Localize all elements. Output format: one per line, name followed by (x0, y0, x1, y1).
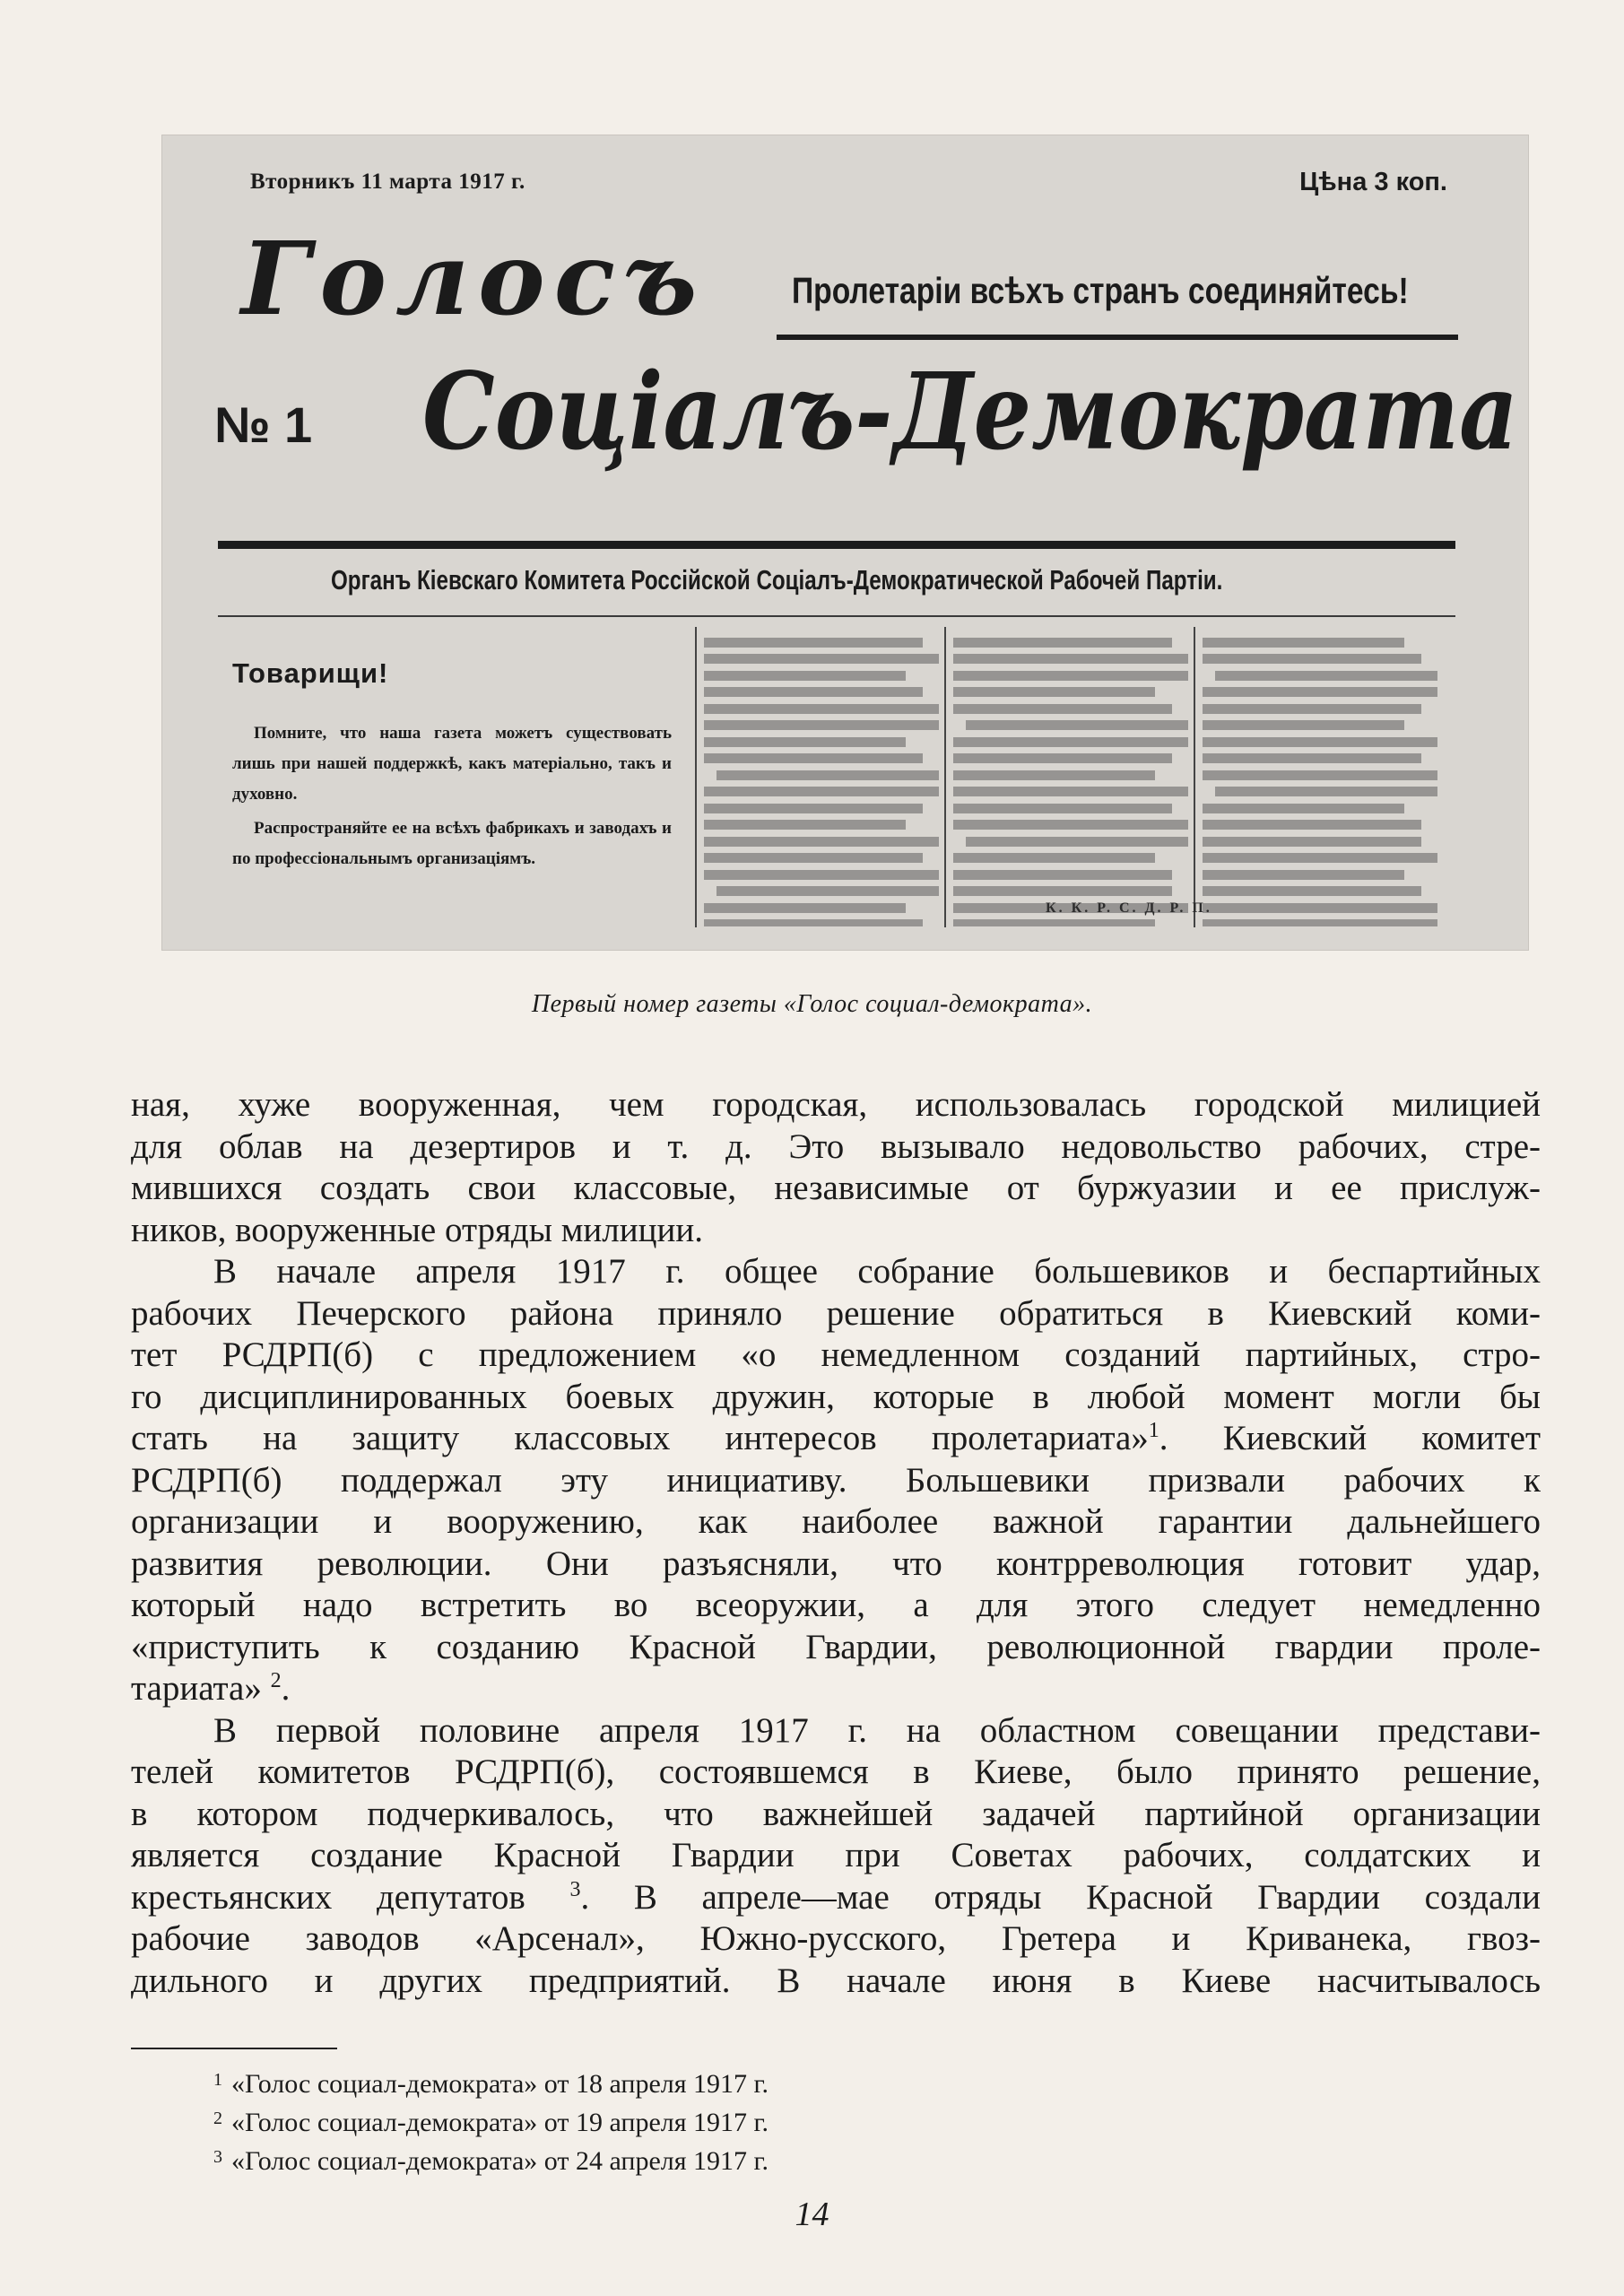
comrades-heading: Товарищи! (232, 657, 389, 689)
illegible-text-line (953, 886, 1172, 896)
text-line: который надо встретить во всеоружии, а для этого следует немедленно (131, 1586, 1541, 1624)
page-number: 14 (795, 2196, 829, 2233)
illegible-text-line (704, 919, 923, 926)
text-line: развития революции. Они разъясняли, что контрреволюция готовит удар, (131, 1544, 1541, 1583)
illegible-text-line (704, 737, 906, 747)
text-line: мившихся создать свои классовые, независимые от буржуазии и ее прислуж- (131, 1169, 1541, 1207)
illegible-text-line (704, 903, 906, 913)
illegible-text-line (1203, 753, 1421, 763)
illegible-text-column (1203, 631, 1437, 926)
footnote-text: «Голос социал-демократа» от 24 апреля 1917 г. (231, 2146, 769, 2176)
column-divider (695, 627, 697, 927)
newspaper-signature: К. К. Р. С. Д. Р. П. (1046, 900, 1212, 916)
footnote (213, 2140, 769, 2179)
text-line: В первой половине апреля 1917 г. на областном совещании представи- (213, 1710, 1541, 1750)
slogan-rule (777, 335, 1458, 340)
footnote-mark: 3 (213, 2147, 222, 2167)
text-fragment: . Киевский комитет (1159, 1419, 1541, 1457)
footnote-text: «Голос социал-демократа» от 19 апреля 1917 г. (231, 2108, 769, 2137)
illegible-text-line (1203, 804, 1404, 813)
text-line: рабочие заводов «Арсенал», Южно-русского, Гретера и Криванека, гвоз- (131, 1919, 1541, 1958)
illegible-text-line (953, 753, 1172, 763)
text-line: РСДРП(б) поддержал эту инициативу. Большевики призвали рабочих к (131, 1460, 1541, 1500)
masthead-rule (218, 541, 1455, 549)
illegible-text-line (1203, 837, 1421, 847)
text-line: ников, вооруженные отряды милиции. (131, 1210, 703, 1249)
illegible-text-line (704, 671, 906, 681)
illegible-text-line (1203, 737, 1437, 747)
illegible-text-line (953, 770, 1155, 780)
text-line: организации и вооружению, как наиболее важной гарантии дальнейшего (131, 1502, 1541, 1541)
illegible-text-line (953, 919, 1155, 926)
text-fragment: крестьянских депутатов (131, 1877, 525, 1917)
text-line: ная, хуже вооруженная, чем городская, использовалась городской милицией (131, 1085, 1541, 1124)
illegible-text-line (704, 720, 939, 730)
footnote-rule (131, 2048, 337, 2049)
appeal-paragraph: Помните, что наша газета можетъ существовать лишь при нашей поддержкѣ, какъ матеріально, такъ и духовно. (232, 724, 672, 804)
illegible-text-line (704, 853, 923, 863)
text-line: для облав на дезертиров и т. д. Это вызывало недовольство рабочих, стре- (131, 1126, 1541, 1166)
text-fragment: . (281, 1669, 291, 1708)
figure-caption: Первый номер газеты «Голос социал-демократа». (531, 990, 1093, 1018)
illegible-text-line (1203, 903, 1437, 913)
illegible-text-line (704, 654, 939, 664)
illegible-text-line (704, 638, 923, 648)
illegible-text-column (704, 631, 939, 926)
newspaper-organ-line: Органъ Кіевскаго Комитета Россійской Соціалъ-Демократической Рабочей Партіи. (331, 564, 1223, 596)
text-line: «приступить к созданию Красной Гвардии, революционной гвардии проле- (131, 1627, 1541, 1666)
illegible-text-line (704, 704, 939, 714)
illegible-text-line (704, 870, 939, 880)
illegible-text-line (1215, 671, 1437, 681)
newspaper-facsimile (161, 135, 1529, 951)
illegible-text-line (704, 820, 906, 830)
illegible-text-line (704, 837, 939, 847)
text-line: го дисциплинированных боевых дружин, которые в любой момент могли бы (131, 1377, 1541, 1416)
illegible-text-line (716, 886, 939, 896)
text-line: дильного и других предприятий. В начале июня в Киеве насчитывалось (131, 1961, 1541, 2000)
newspaper-issue-number: № 1 (214, 396, 313, 453)
illegible-text-line (1203, 654, 1421, 664)
footnote-ref: 1 (1148, 1419, 1159, 1442)
illegible-text-line (953, 787, 1188, 796)
illegible-text-line (1203, 853, 1437, 863)
illegible-text-line (1203, 919, 1437, 926)
illegible-text-line (704, 687, 923, 697)
text-fragment: тариата» (131, 1669, 262, 1708)
illegible-text-line (953, 638, 1172, 648)
illegible-text-line (716, 770, 939, 780)
body-text (131, 1084, 1541, 2002)
footnote-ref: 2 (270, 1669, 282, 1692)
text-line: в котором подчеркивалось, что важнейшей задачей партийной организации (131, 1794, 1541, 1833)
footnote-mark: 1 (213, 2070, 222, 2090)
text-line (131, 1877, 1541, 1919)
illegible-text-line (953, 654, 1188, 664)
illegible-text-line (1203, 886, 1421, 896)
illegible-text-line (953, 804, 1172, 813)
newspaper-slogan: Пролетаріи всѣхъ странъ соединяйтесь! (792, 270, 1409, 311)
text-line: тет РСДРП(б) с предложением «о немедленном созданий партийных, стро- (131, 1335, 1541, 1374)
illegible-text-line (1203, 820, 1421, 830)
column-divider (1194, 627, 1195, 927)
illegible-text-line (704, 804, 923, 813)
illegible-text-line (953, 870, 1172, 880)
illegible-text-line (704, 787, 939, 796)
newspaper-title-line1: Голосъ (241, 221, 707, 338)
newspaper-date: Вторникъ 11 марта 1917 г. (250, 170, 525, 194)
footnote (213, 2063, 769, 2101)
organ-rule (218, 615, 1455, 617)
illegible-text-line (953, 671, 1188, 681)
illegible-text-line (704, 753, 923, 763)
text-line: рабочих Печерского района приняло решение обратиться в Киевский коми- (131, 1293, 1541, 1333)
illegible-text-line (1203, 770, 1437, 780)
illegible-text-line (1203, 704, 1421, 714)
illegible-text-line (953, 820, 1188, 830)
appeal-paragraph: Распространяйте ее на всѣхъ фабрикахъ и заводахъ и по профессіональнымъ организаціямъ. (232, 819, 672, 868)
newspaper-price: Цѣна 3 коп. (1299, 168, 1447, 196)
illegible-text-line (1203, 687, 1437, 697)
text-line: является создание Красной Гвардии при Советах рабочих, солдатских и (131, 1836, 1541, 1874)
illegible-text-line (1203, 720, 1404, 730)
illegible-text-line (1203, 638, 1404, 648)
footnote-text: «Голос социал-демократа» от 18 апреля 1917 г. (231, 2069, 769, 2099)
text-fragment: . В апреле—мае отряды Красной Гвардии создали (580, 1877, 1541, 1917)
illegible-text-line (966, 837, 1188, 847)
illegible-text-line (966, 720, 1188, 730)
footnote-mark: 2 (213, 2109, 222, 2128)
newspaper-title-line2: Соціалъ-Демократа (422, 349, 1518, 474)
illegible-text-column (953, 631, 1188, 926)
footnote (213, 2101, 769, 2140)
text-line (131, 1668, 1541, 1710)
footnote-ref: 3 (569, 1877, 581, 1901)
illegible-text-line (953, 737, 1188, 747)
illegible-text-line (1215, 787, 1437, 796)
text-line (131, 1418, 1541, 1460)
footnotes (213, 2063, 769, 2179)
illegible-text-line (953, 853, 1155, 863)
column-divider (944, 627, 946, 927)
illegible-text-line (1203, 870, 1404, 880)
appeal-text (232, 718, 672, 878)
text-fragment: стать на защиту классовых интересов пролетариата» (131, 1419, 1149, 1457)
text-line: телей комитетов РСДРП(б), состоявшемся в Киеве, было принято решение, (131, 1752, 1541, 1791)
text-line: В начале апреля 1917 г. общее собрание большевиков и беспартийных (213, 1252, 1541, 1291)
illegible-text-line (953, 704, 1172, 714)
illegible-text-line (953, 687, 1155, 697)
